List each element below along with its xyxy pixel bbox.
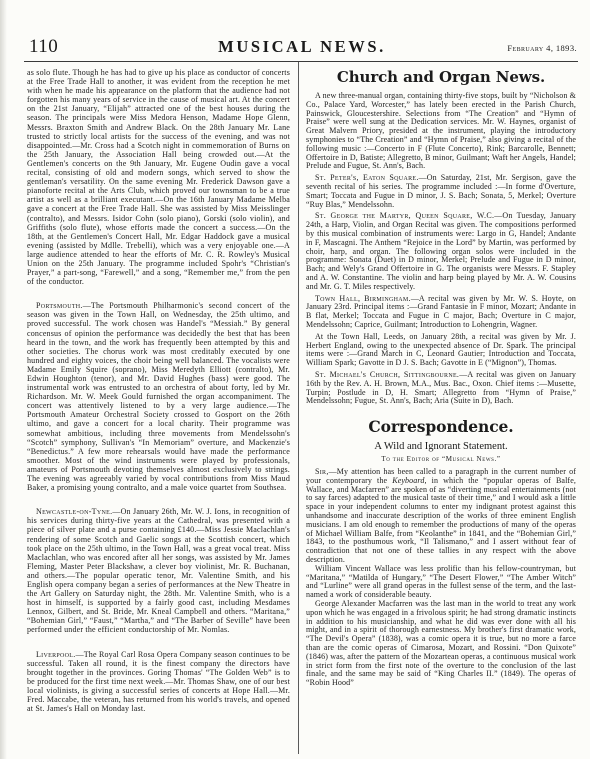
page-edge-shadow (0, 0, 7, 759)
church-news-paragraph (306, 92, 576, 171)
paragraph-body: , in which the “popular operas of Balfe, Wallace, and Macfarren” are spoken of as “diverting musical entertainments (not to say farces) adapted to the musical taste of their time,” and I would ask a little space in your independent columns to enter my indignant protest against this unhandsome and inaccurate description of the works of three eminent English musicians. I am old enough to remember the productions of many of the operas of Michael William Balfe, from “Keolanthe” in 1841, and the “Bohemian Girl,” 1843, to the posthumous work, “Il Talismano,” and I assert without fear of contradiction that not one of these tallies in any respect with the above description. (306, 475, 576, 565)
church-news-paragraph (306, 212, 576, 291)
letter-salutation: Sir, (315, 467, 329, 477)
paragraph-lead: Portsmouth. (36, 301, 83, 311)
paragraph-body: —The Royal Carl Rosa Opera Company season continues to be successful. Taken all round, it is the finest company the directors have brought together in the provinces. Goring Thomas' “The Golden Web” is to be produced for the first time next week.—Mr. Thomas Shaw, one of our best local violinists, is giving a successful series of concerts at Hope Hall.—Mr. Fred. Maccabe, the veteran, has returned from his world's travels, and opened at St. James's Hall on Monday last. (27, 649, 290, 714)
page-number: 110 (29, 36, 59, 57)
letter-paragraph: George Alexander Macfarren was the last man in the world to treat any work upon which he was engaged in a frivolous spirit; he had strong dramatic instincts in addition to his musicianship, and what he did was ever done with all his might, and in a spirit of thorough earnestness. My brother's first dramatic work, “The Devil's Opera” (1838), was a comic opera it is true, but no more a farce than are the comic operas of Cimarosa, Mozart, and Rossini. “Don Quixote” (1846) was, after the pattern of the Mozartean operas, a continuous musical work in strict form from the first note of the overture to the conclusion of the last finale, and the same may be said of “King Charles II.” (1849). The operas of “Robin Hood” (306, 599, 576, 688)
page-header (27, 36, 577, 60)
paragraph-lead: Newcastle-on-Tyne. (36, 507, 113, 517)
masthead-title: MUSICAL NEWS. (218, 37, 386, 56)
church-news-heading: Church and Organ News. (336, 68, 546, 86)
paragraph-lead: St. George the Martyr, Queen Square, W.C. (315, 211, 495, 221)
paragraph-body: —On January 26th, Mr. W. J. Ions, in recognition of his services during thirty-five years at the Cathedral, was presented with a piece of silver plate and a purse containing £140.—Miss Jessie Maclachlan's rendering of some Scotch and Gaelic songs at the Scottish concert, which took place on the 25th ultimo, in the Town Hall, was a great vocal treat. Miss Maclachlan, who was encored after all her songs, was assisted by Mr. James Fleming, Master Peter Blackshaw, a clever boy violinist, Mr. R. Buchanan, and others.—The popular operatic tenor, Mr. Valentine Smith, and his English opera company began a series of performances at the New Theatre in the Art Gallery on Saturday night, the 28th. Mr. Valentine Smith, who is a host in himself, is supported by a fairly good cast, including Mesdames Lennox, Gilbert, and St. Bride, Mr. Kneal Campbell and others. “Maritana,” “Bohemian Girl,” “Faust,” “Martha,” and “The Barber of Seville” have been performed under the efficient conductorship of Mr. Nomlas. (27, 507, 290, 635)
church-news-paragraph (306, 295, 576, 330)
paragraph-lead: Town Hall, Birmingham. (315, 293, 411, 303)
paragraph-lead: Liverpool. (36, 649, 76, 659)
liverpool-paragraph (27, 650, 290, 714)
column-divider (298, 62, 299, 754)
left-column (27, 68, 290, 713)
paragraph-lead: St. Peter's, Eaton Square. (315, 173, 419, 183)
paragraph-body: —On Saturday, 21st, Mr. Sergison, gave the seventh recital of his series. The programme included :—In forme d'Overture, Smart; Toccata and Fugue in D minor, J. S. Bach; Sonata, 5, Merkel; Overture “Ruy Blas,” Mendelssohn. (306, 173, 576, 209)
church-organ-news-section (306, 68, 576, 406)
letter-title: A Wild and Ignorant Statement. (374, 441, 508, 453)
paragraph-body: —On Tuesday, January 24th, a Harp, Violin, and Organ Recital was given. The compositions performed by this musical combination of instruments were: Largo in G, Handel; Andante in F, Mascagni. The Anthem “Rejoice in the Lord” by Martin, was performed by choir, harp, and organ. The following organ solos were included in the programme: Sonata (Duet) in D minor, Merkel; Prelude and Fugue in D minor, Bach; and Wely's Grand Offertoire in G. The organists were Messrs. F. Stapley and A. W. Constantine. The violin and harp being played by Mr. A. W. Cousins and Mr. G. T. Miles respectively. (306, 211, 576, 291)
portsmouth-paragraph (27, 301, 290, 492)
church-news-paragraph (306, 333, 576, 368)
issue-date: February 4, 1893. (507, 43, 577, 53)
correspondence-heading: Correspondence. (368, 417, 514, 437)
letter-paragraph: William Vincent Wallace was less prolific than his fellow-countryman, but “Maritana,” “Matilda of Hungary,” “The Desert Flower,” “The Amber Witch” and “Lurline” were all grand operas in the fullest sense of the term, and the last-named a work of considerable beauty. (306, 563, 576, 600)
right-column (306, 64, 576, 688)
paragraph-body: —My attention has been called to a paragraph in the current number of your contemporary the (306, 467, 576, 485)
letter-addressee: To the Editor of “Musical News.” (381, 455, 501, 464)
letter-paragraph (306, 468, 576, 565)
manchester-continued-paragraph: as solo flute. Though he has had to give up his place as conductor of concerts at the Free Trade Hall to another, it was evident from the reception he met with when he made his appearance on the platform that the audience had not forgotten his many years of service in the cause of musical art. At the concert on the 21st January, “Elijah” attracted one of the best houses during the season. The principals were Miss Medora Henson, Madame Hope Glenn, Messrs. Braxton Smith and Andrew Black. On the 28th January Mr. Lane trusted to strictly local artists for the success of the evening, and was not disappointed.—Mr. Cross had a Scotch night in commemoration of Burns on the 25th January, the Association Hall being crowded out.—At the Gentlemen's concerts on the 9th January, Mr. Eugene Oudin gave a vocal recital, consisting of old and modern songs, which served to show the gentleman's versatility. On the same evening Mr. Frederick Dawson gave a pianoforte recital at the Arts Club, which proved our townsman to be a true artist as well as a brilliant executant.—On the 16th January Madame Melba gave a concert at the Free Trade Hall. She was assisted by Miss Meisslinger (contralto), and Messrs. Isidor Cohn (solo piano), Gorski (solo violin), and Griffiths (solo flute), whose efforts made the concert a success.—On the 18th, at the Gentlemen's Concert Hall, Mr. Edgar Haddock gave a musical evening (assisted by Mdlle. Trebelli), which was a very enjoyable one.—A large audience attended to hear the efforts of Mr. C. R. Rowley's Musical Union on the 25th January. The programme included Spohr's “Christian's Prayer,” a part-song, “Farewell,” and a song, “Remember me,” from the pen of the conductor. (27, 68, 290, 287)
church-news-paragraph (306, 371, 576, 406)
paragraph-body: —A recital was given by Mr. W. S. Hoyte, on January 23rd. Principal items :—Grand Fantasie in F minor, Mozart; Andante in B flat, Merkel; Toccata and Fugue in C major, Bach; Overture in C major, Mendelssohn; Caprice, Guilmant; Introduction to Lohengrin, Wagner. (306, 293, 576, 329)
paragraph-body: —The Portsmouth Philharmonic's second concert of the season was given in the Town Hall, on Wednesday, the 25th ultimo, and proved successful. The work chosen was Handel's “Messiah.” By general concensus of opinion the performance was decidedly the best that has been heard in the town, and the work has frequently been attempted by this and other societies. The chorus work was most creditably executed by one hundred and eighty voices, the choir being well balanced. The vocalists were Madame Emily Squire (soprano), Miss Meredyth Elliott (contralto), Mr. Edwin Houghton (tenor), and Mr. David Hughes (bass) were good. The instrumental work was entrusted to an orchestra of about forty, led by Mr. Richardson. Mr. W. Meek Gould furnished the organ accompaniment. The concert was attentively listened to by a very large audience.—The Portsmouth Amateur Orchestral Society crossed to Gosport on the 26th ultimo, and gave a concert for a local charity. Their programme was somewhat ambitious, including three movements from Mendelssohn's “Scotch” symphony, Sullivan's “In Memoriam” overture, and Mackenzie's “Benedictus.” A few more rehearsals would have made the performance smoother. Most of the wind instruments were played by professionals, amateurs of Portsmouth devoting themselves almost exclusively to strings. The evening was agreeably varied by vocal contributions from Miss Maud Baker, a promising young contralto, and a male voice quartet from Southsea. (27, 301, 290, 493)
paragraph-lead: St. Michael's Church, Sittingbourne. (315, 369, 460, 379)
correspondence-section (306, 418, 576, 688)
paragraph-body: —A recital was given on January 16th by the Rev. A. H. Brown, M.A., Mus. Bac., Oxon. Chief items :—Musette, Turpin; Postlude in D, H. Smart; Allegretto from “Hymn of Praise,” Mendelssohn; Fugue, St. Ann's, Bach; Aria (Suite in D), Bach. (306, 369, 576, 406)
header-rule (24, 61, 578, 62)
paragraph-body: At the Town Hall, Leeds, on January 28th, a recital was given by Mr. J. Herbert England, owing to the unexpected absence of Dr. Spark. The principal items were :—Grand March in C, Leonard Gautier; Introduction and Toccata, William Spark; Gavotte in D J. S. Bach; Gavotte in E (“Mignon”), Thomas. (306, 331, 576, 368)
church-news-paragraph (306, 174, 576, 209)
newcastle-paragraph (27, 507, 290, 634)
paragraph-body: A new three-manual organ, containing thirty-five stops, built by “Nicholson & Co., Palace Yard, Worcester,” has lately been erected in the Parish Church, Painswick, Gloucestershire. Selections from “The Creation” and “Hymn of Praise” were well sung at the Dedication services. Mr. W. Haynes, organist of Great Malvern Priory, presided at the instrument, playing the introductory symphonies to “The Creation” and “Hymn of Praise,” also giving a recital of the following music :—Concerto in F (Flute Concerto), Rink; Barcarolle, Bennett; Offertoire in D, Batiste; Allegretto, B minor, Guilmant; Waft her Angels, Handel; Prelude and Fugue, St. Ann's, Bach. (306, 91, 576, 171)
periodical-title: Keyboard (392, 475, 425, 485)
